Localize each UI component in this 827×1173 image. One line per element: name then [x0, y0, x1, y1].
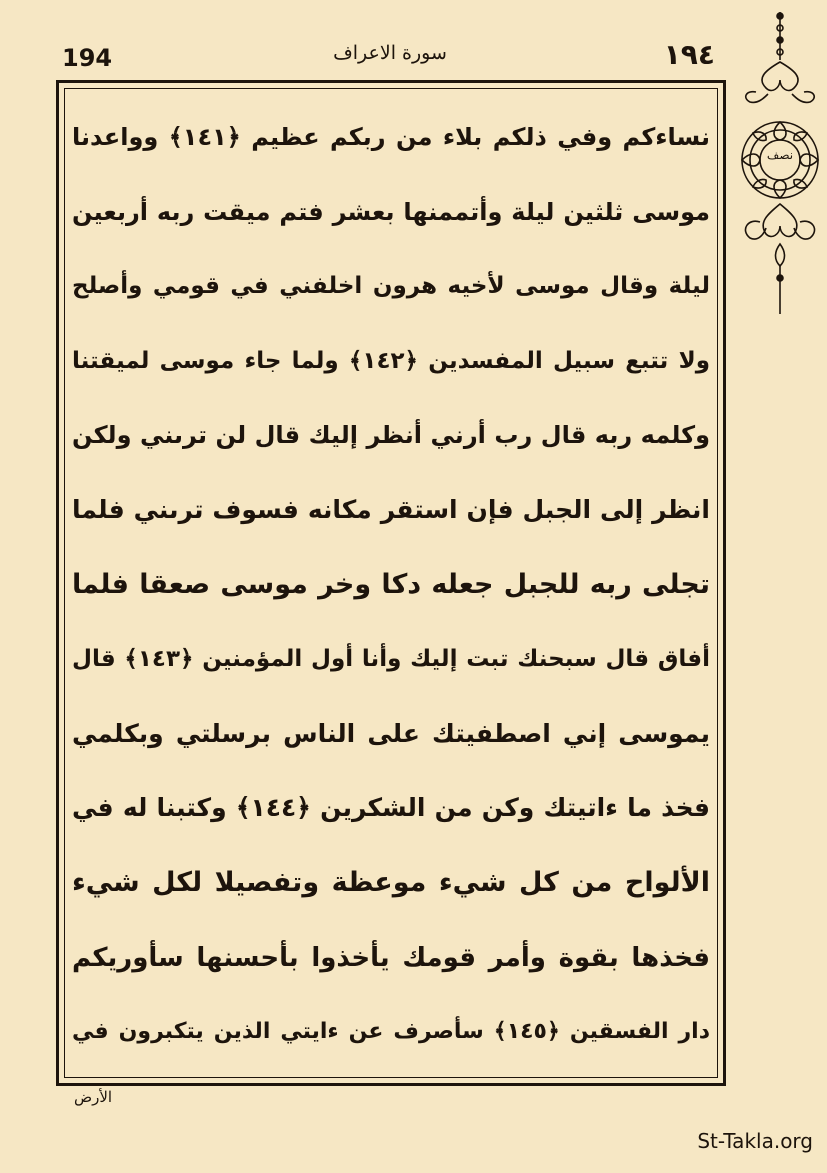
text-line: يموسى إني اصطفيتك على الناس برسلتي وبكلمي	[72, 718, 710, 748]
text-line: نساءكم وفي ذلكم بلاء من ربكم عظيم ﴿١٤١﴾ وواعدنا	[72, 123, 710, 151]
page-number-latin: 194	[62, 44, 113, 72]
page-number-arabic: ١٩٤	[663, 38, 715, 71]
text-line: فخذ ما ءاتيتك وكن من الشكرين ﴿١٤٤﴾ وكتبنا له في	[72, 793, 710, 823]
text-line: ولا تتبع سبيل المفسدين ﴿١٤٢﴾ ولما جاء موسى لميقتنا	[72, 347, 710, 374]
catchword: الأرض	[74, 1088, 113, 1106]
text-line: دار الفسقين ﴿١٤٥﴾ سأصرف عن ءايتي الذين يتكبرون في	[72, 1019, 710, 1045]
watermark: St-Takla.org	[697, 1129, 813, 1153]
text-line: الألواح من كل شيء موعظة وتفصيلا لكل شيء	[72, 866, 710, 898]
text-line: فخذها بقوة وأمر قومك يأخذوا بأحسنها سأوريكم	[72, 942, 710, 973]
text-line: ليلة وقال موسى لأخيه هرون اخلفني في قومي وأصلح	[72, 273, 710, 300]
quran-text-block	[72, 100, 710, 1070]
text-line: موسى ثلثين ليلة وأتممنها بعشر فتم ميقت ربه أربعين	[72, 197, 710, 226]
text-line: انظر إلى الجبل فإن استقر مكانه فسوف ترىني فلما	[72, 494, 710, 524]
text-line: أفاق قال سبحنك تبت إليك وأنا أول المؤمنين ﴿١٤٣﴾ قال	[72, 646, 710, 673]
hizb-label: نصف	[766, 148, 794, 162]
surah-title: سورة الاعراف	[333, 42, 447, 64]
text-line: وكلمه ربه قال رب أرني أنظر إليك قال لن ترىني ولكن	[72, 421, 710, 450]
hizb-ornament-icon	[736, 8, 824, 318]
text-line: تجلى ربه للجبل جعله دكا وخر موسى صعقا فلما	[72, 568, 710, 600]
